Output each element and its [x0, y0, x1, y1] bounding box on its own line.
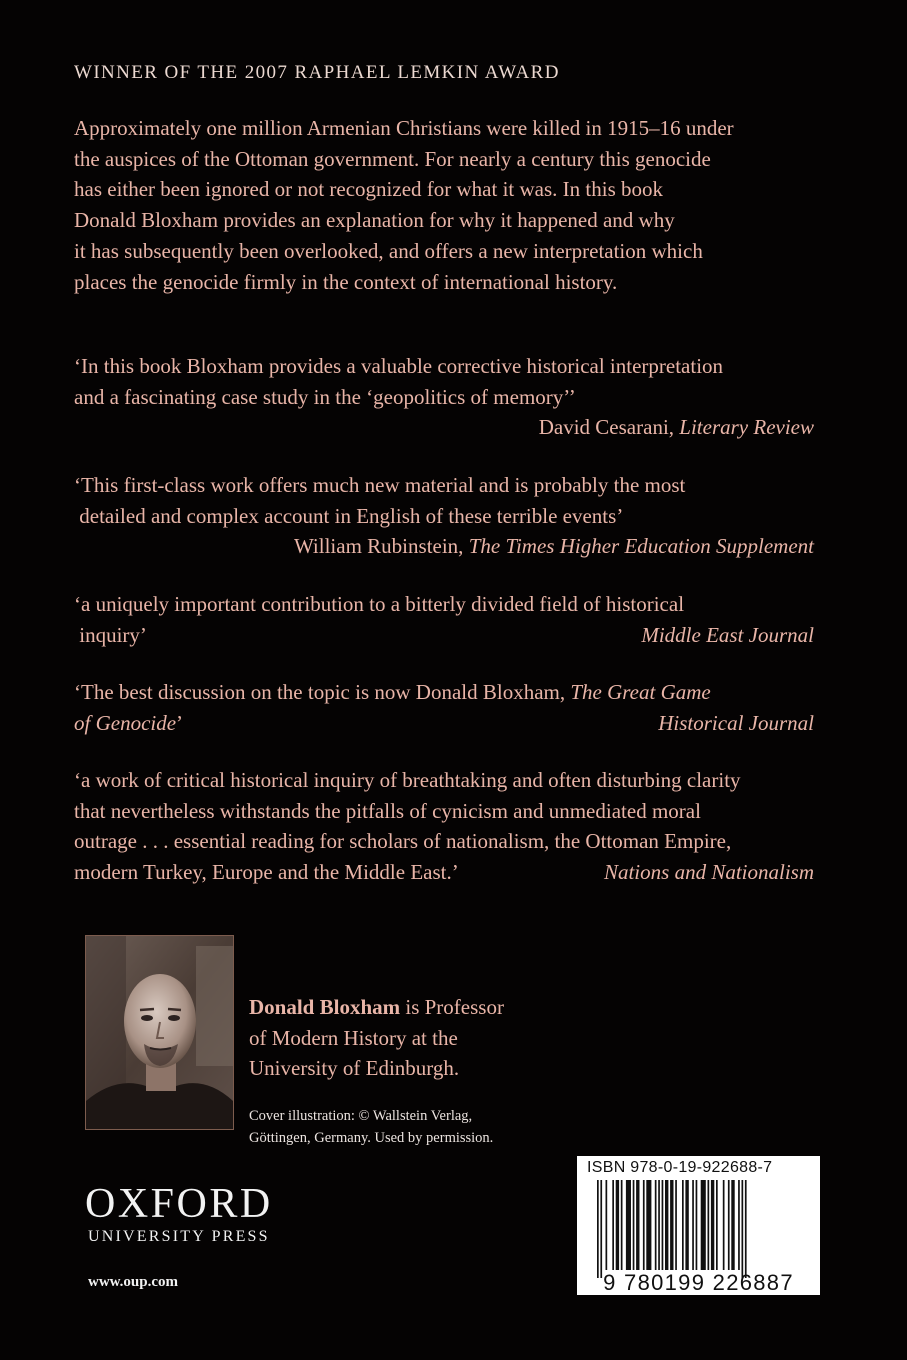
- barcode-bar: [696, 1180, 698, 1270]
- barcode-bar: [716, 1180, 718, 1270]
- review-line: [74, 708, 183, 739]
- barcode-bar: [621, 1180, 623, 1270]
- book-title: of Genocide: [74, 710, 177, 735]
- description-line: Donald Bloxham provides an explanation for why it happened and why: [74, 208, 675, 233]
- barcode-bar: [711, 1180, 714, 1270]
- barcode-bar: [633, 1180, 635, 1270]
- review-line: ‘This first-class work offers much new material and is probably the most: [74, 473, 686, 497]
- review-source: [74, 531, 814, 562]
- barcode-bar: [742, 1180, 744, 1278]
- description-line: places the genocide firmly in the context of international history.: [74, 269, 618, 294]
- review-middle-east-journal: [74, 589, 814, 650]
- review-line: that nevertheless withstands the pitfalls of cynicism and unmediated moral: [74, 798, 701, 823]
- review-historical-journal: [74, 677, 814, 738]
- description-line: the auspices of the Ottoman government. For nearly a century this genocide: [74, 146, 711, 171]
- barcode-bar: [701, 1180, 706, 1270]
- author-bio: [249, 992, 504, 1084]
- review-close-quote: ’: [176, 710, 184, 735]
- publisher-logo-press: UNIVERSITY PRESS: [88, 1228, 270, 1245]
- review-line-with-source: [74, 857, 814, 888]
- review-author: William Rubinstein,: [293, 534, 469, 558]
- cover-credit: [249, 1106, 493, 1149]
- review-cesarani: [74, 351, 814, 443]
- author-photo: [85, 935, 234, 1130]
- barcode-bar: [745, 1180, 747, 1278]
- isbn-label: ISBN 978-0-19-922688-7: [587, 1159, 773, 1176]
- barcode-bar: [692, 1180, 694, 1270]
- review-source: [74, 412, 814, 443]
- review-line: [74, 677, 814, 708]
- barcode-bar: [606, 1180, 608, 1270]
- description-line: has either been ignored or not recognized for what it was. In this book: [74, 177, 663, 202]
- review-line: inquiry’: [74, 622, 147, 647]
- barcode-bar: [612, 1180, 614, 1270]
- barcode-bar: [600, 1180, 602, 1278]
- barcode-bar: [728, 1180, 730, 1270]
- barcode-bar: [731, 1180, 734, 1270]
- review-line: outrage . . . essential reading for scholars of nationalism, the Ottoman Empire,: [74, 829, 732, 853]
- book-description: [74, 113, 834, 297]
- review-publication: Literary Review: [679, 415, 814, 439]
- barcode-bar: [708, 1180, 710, 1270]
- barcode-bar: [646, 1180, 651, 1270]
- review-line-with-source: [74, 708, 814, 739]
- review-line: modern Turkey, Europe and the Middle East.’: [74, 859, 459, 884]
- barcode-bar: [662, 1180, 664, 1270]
- review-line: ‘a work of critical historical inquiry of breathtaking and often disturbing clarity: [74, 768, 741, 792]
- review-line: and a fascinating case study in the ‘geopolitics of memory’’: [74, 384, 576, 409]
- barcode-bar: [626, 1180, 631, 1270]
- review-line: ‘a uniquely important contribution to a bitterly divided field of historical: [74, 592, 685, 616]
- isbn-barcode-box: [577, 1156, 820, 1295]
- description-line: Approximately one million Armenian Christians were killed in 1915–16 under: [74, 116, 734, 140]
- review-line: detailed and complex account in English of these terrible events’: [74, 503, 624, 528]
- barcode-bar: [682, 1180, 684, 1270]
- review-author: David Cesarani,: [538, 415, 680, 439]
- description-line: it has subsequently been overlooked, and offers a new interpretation which: [74, 238, 703, 263]
- barcode-bar: [723, 1180, 725, 1270]
- barcode-bar: [665, 1180, 668, 1270]
- barcode-bar: [616, 1180, 619, 1270]
- review-rubinstein: [74, 470, 814, 562]
- publisher-logo-name: OXFORD: [85, 1181, 273, 1227]
- credit-line: Cover illustration: © Wallstein Verlag,: [249, 1108, 473, 1124]
- review-publication: Historical Journal: [658, 710, 814, 735]
- award-heading: WINNER OF THE 2007 RAPHAEL LEMKIN AWARD: [74, 62, 560, 83]
- bio-line: University of Edinburgh.: [249, 1056, 460, 1080]
- barcode-bar: [738, 1180, 740, 1270]
- barcode-bar: [597, 1180, 599, 1278]
- barcode-bar: [643, 1180, 645, 1270]
- bio-text: is Professor: [400, 995, 504, 1019]
- barcode-bar: [655, 1180, 657, 1270]
- review-line-with-source: [74, 620, 814, 651]
- review-text: ‘The best discussion on the topic is now Donald Bloxham,: [74, 680, 571, 704]
- review-publication: Nations and Nationalism: [603, 859, 814, 884]
- publisher-url[interactable]: www.oup.com: [88, 1274, 179, 1290]
- review-publication: Middle East Journal: [641, 622, 814, 647]
- barcode-bar: [636, 1180, 639, 1270]
- author-portrait-image: [86, 936, 233, 1129]
- bio-line: of Modern History at the: [249, 1025, 458, 1050]
- barcode-bar: [685, 1180, 688, 1270]
- barcode-bar: [675, 1180, 677, 1270]
- credit-line: Göttingen, Germany. Used by permission.: [249, 1129, 494, 1146]
- review-line: ‘In this book Bloxham provides a valuable corrective historical interpretation: [74, 354, 724, 378]
- review-nations-nationalism: [74, 765, 814, 887]
- barcode-digits: 9 780199 226887: [603, 1270, 794, 1295]
- barcode-bar: [670, 1180, 673, 1270]
- review-publication: The Times Higher Education Supplement: [468, 534, 814, 558]
- barcode-bar: [658, 1180, 660, 1270]
- book-title: The Great Game: [570, 680, 711, 704]
- author-name: Donald Bloxham: [249, 995, 401, 1019]
- bio-line: [249, 992, 504, 1023]
